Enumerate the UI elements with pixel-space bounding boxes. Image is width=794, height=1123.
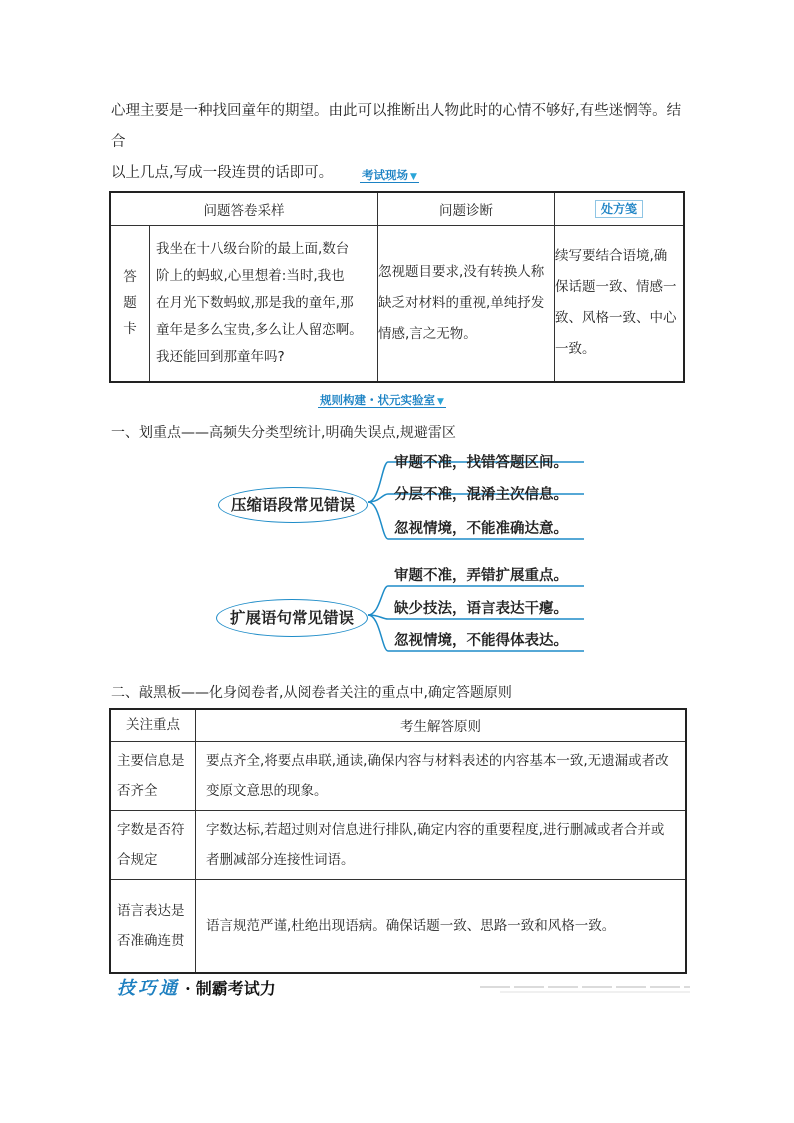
answer-line: 我坐在十八级台阶的最上面,数台: [156, 240, 350, 257]
principle-cell: 字数达标,若超过则对信息进行排队,确定内容的重要程度,进行删减或者合并或者删减部分连接性词语。: [196, 810, 687, 879]
intro-line: 以上几点,写成一段连贯的话即可。: [111, 165, 334, 181]
principle-cell: 语言规范严谨,杜绝出现语病。确保话题一致、思路一致和风格一致。: [196, 879, 687, 973]
mindmap-item: 忽视情境，不能准确达意。: [394, 521, 568, 537]
answer-sample-cell: [150, 226, 378, 382]
mindmap-node-compress: 压缩语段常见错误: [218, 487, 368, 523]
mindmap-item: 缺少技法，语言表达干瘪。: [394, 601, 568, 617]
prescription-line: 保话题一致、情感一: [555, 279, 677, 296]
prescription-line: 续写要结合语境,确: [555, 248, 668, 265]
prescription-badge: 处方笺: [595, 200, 643, 218]
diagnosis-line: 缺乏对材料的重视,单纯抒发: [378, 294, 545, 311]
principle-cell: 要点齐全,将要点串联,通读,确保内容与材料表述的内容基本一致,无遗漏或者改变原文意思的现象。: [196, 741, 687, 810]
brand-logo: 技巧通: [117, 978, 180, 999]
col-header-principle: 考生解答原则: [196, 709, 687, 741]
mindmap-node-expand: 扩展语句常见错误: [216, 599, 368, 637]
row-label-answer-card: 答题卡: [110, 226, 150, 382]
table-row: [110, 879, 686, 973]
diagnosis-line: 情感,言之无物。: [378, 325, 477, 342]
table-row: [110, 226, 684, 382]
brand-dot: ·: [185, 979, 191, 998]
chevron-down-icon: ▼: [437, 397, 444, 407]
mindmap-item: 分层不准，混淆主次信息。: [394, 487, 568, 503]
chevron-down-icon: ▼: [410, 172, 417, 182]
exam-tag-label: 考试现场: [362, 168, 408, 182]
answer-line: 童年是多么宝贵,多么让人留恋啊。: [156, 321, 363, 338]
prescription-line: 一致。: [555, 341, 596, 358]
mindmap-item: 审题不准，弄错扩展重点。: [394, 568, 568, 584]
intro-line: 心理主要是一种找回童年的期望。由此可以推断出人物此时的心情不够好,有些迷惘等。结合: [111, 103, 682, 150]
focus-cell: 字数是否符合规定: [110, 810, 196, 879]
footer-brand-banner: [117, 974, 276, 1000]
mindmap-item: 忽视情境，不能得体表达。: [394, 633, 568, 649]
answer-line: 阶上的蚂蚁,心里想着:当时,我也: [156, 267, 345, 284]
prescription-cell: [555, 226, 685, 382]
table-header-row: [110, 192, 684, 226]
brand-slogan: 制霸考试力: [195, 979, 276, 998]
table-header-row: [110, 709, 686, 741]
section-heading-2: 二、敲黑板——化身阅卷者,从阅卷者关注的重点中,确定答题原则: [111, 685, 512, 701]
mindmap-item: 审题不准，找错答题区间。: [394, 455, 568, 471]
diagnosis-cell: [378, 226, 555, 382]
table-row: [110, 741, 686, 810]
col-header-diagnosis: 问题诊断: [378, 192, 555, 226]
exam-sample-table: [109, 191, 685, 383]
col-header-focus: 关注重点: [110, 709, 196, 741]
answer-line: 我还能回到那童年吗?: [156, 348, 285, 365]
grading-principles-table: [109, 708, 687, 974]
footer-decor-lines: [480, 984, 690, 996]
diagnosis-line: 忽视题目要求,没有转换人称: [378, 263, 545, 280]
col-header-sample: 问题答卷采样: [110, 192, 378, 226]
answer-line: 在月光下数蚂蚁,那是我的童年,那: [156, 294, 354, 311]
section-heading-1: 一、划重点——高频失分类型统计,明确失误点,规避雷区: [111, 425, 456, 441]
focus-cell: 语言表达是否准确连贯: [110, 879, 196, 973]
exam-section-tag: [360, 164, 419, 185]
col-header-prescription: [555, 192, 685, 226]
lab-section-tag: [318, 389, 446, 410]
prescription-line: 致、风格一致、中心: [555, 310, 677, 327]
table-row: [110, 810, 686, 879]
focus-cell: 主要信息是否齐全: [110, 741, 196, 810]
lab-tag-label: 规则构建・状元实验室: [320, 393, 435, 407]
